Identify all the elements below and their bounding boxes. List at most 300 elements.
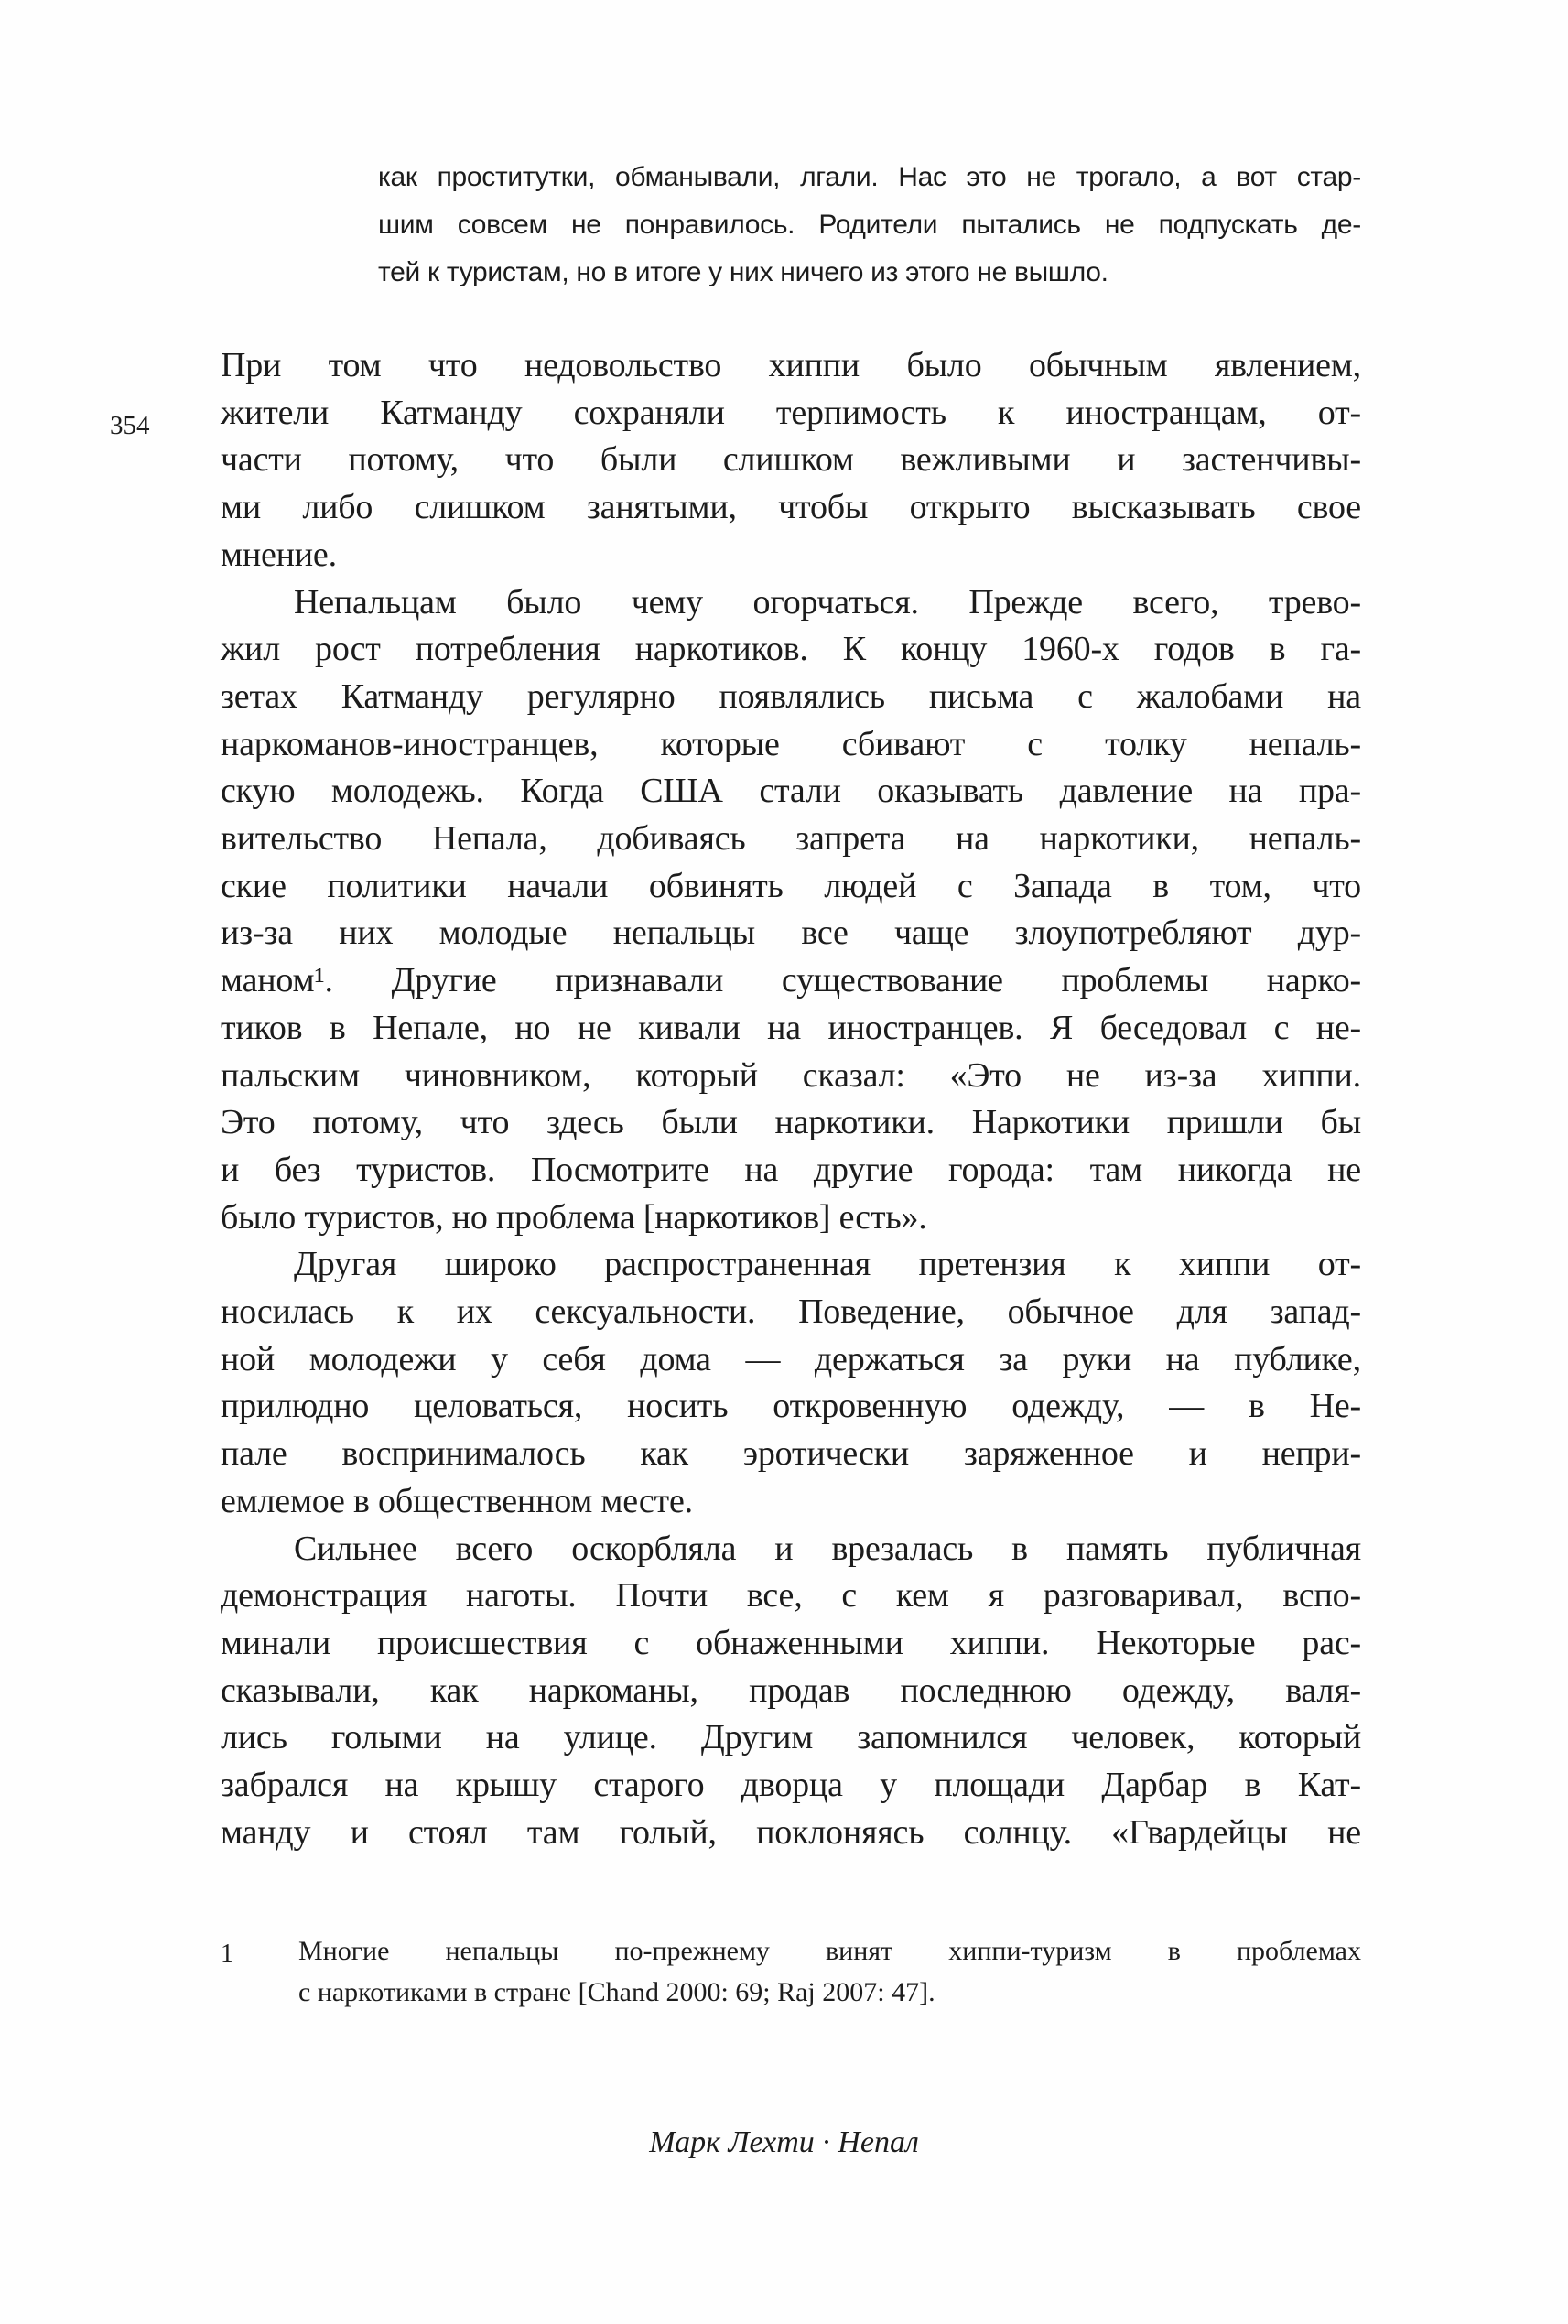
text-line [221, 1762, 1361, 1810]
word: чиновником, [404, 1055, 591, 1095]
text-line [221, 1526, 1361, 1573]
word: который [635, 1055, 758, 1095]
word: обманывали, [614, 162, 781, 192]
word: запомнился [857, 1718, 1028, 1757]
text-line [221, 626, 1361, 674]
word: наркоманы, [528, 1670, 698, 1710]
word: на [1228, 772, 1263, 811]
word: жители [221, 393, 330, 432]
word: держаться [814, 1339, 965, 1378]
word: проститутки, [437, 162, 596, 192]
word: как [378, 162, 417, 192]
block-quote [378, 154, 1361, 297]
word: и [1117, 440, 1136, 480]
word: людей [824, 866, 917, 905]
word: память [1065, 1529, 1169, 1568]
text-line [221, 768, 1361, 816]
word: крышу [455, 1766, 557, 1805]
text-line [221, 1005, 1361, 1053]
word: откровенную [773, 1387, 968, 1426]
block-quote-line [378, 154, 1361, 201]
word: голыми [330, 1718, 442, 1757]
word: Сильнее [294, 1529, 417, 1568]
text-line [221, 1383, 1361, 1431]
word: манду [221, 1812, 311, 1852]
text-line [221, 342, 1361, 390]
block-quote-line: тей к туристам, но в итоге у них ничего из этого не вышло. [378, 257, 1108, 287]
word: на [384, 1766, 419, 1805]
word: на [485, 1718, 520, 1757]
word: свое [1296, 488, 1361, 527]
word: с [957, 866, 973, 905]
word: и [221, 1150, 240, 1189]
word: том, [1209, 866, 1271, 905]
word: вот [1236, 162, 1277, 192]
word: трогало, [1076, 162, 1182, 192]
word: обычным [1028, 346, 1168, 384]
word: стоял [407, 1812, 488, 1852]
word: прилюдно [221, 1387, 370, 1426]
word: давление [1059, 772, 1193, 811]
word: добиваясь [597, 819, 746, 859]
word: который [1238, 1718, 1361, 1757]
word: явлением, [1214, 346, 1361, 384]
word: наготы. [466, 1576, 577, 1616]
text-line: мнение. [221, 535, 337, 574]
word: одежду, [1121, 1670, 1235, 1710]
word: ми [221, 488, 261, 527]
word: существование [781, 961, 1003, 1000]
word: с [1077, 676, 1093, 716]
word: непальцы [612, 913, 756, 953]
word: Прежде [968, 582, 1083, 622]
word: политики [327, 866, 467, 905]
word: все, [746, 1576, 803, 1616]
word: руки [1062, 1339, 1131, 1378]
word: публичная [1206, 1529, 1361, 1568]
word: воспринималось [341, 1434, 586, 1474]
word: другие [813, 1150, 914, 1189]
word: злоупотребляют [1014, 913, 1252, 953]
word: сказал: [802, 1055, 905, 1095]
word: старого [593, 1766, 705, 1805]
running-footer: Марк Лехти · Непал [649, 2125, 919, 2159]
word: что [1312, 866, 1361, 905]
word: При [221, 346, 282, 384]
paragraph [221, 1526, 1361, 1857]
word: вспо- [1282, 1576, 1361, 1616]
word: носилась [221, 1292, 354, 1332]
word: не [1104, 210, 1135, 240]
word: части [221, 440, 302, 480]
word: потому, [312, 1103, 423, 1142]
word: сексуальности. [535, 1292, 756, 1332]
word: наркоманов-иностранцев, [221, 724, 599, 763]
word: Не- [1309, 1387, 1361, 1426]
word: открыто [909, 488, 1031, 527]
word: что [504, 440, 555, 480]
word: ские [221, 866, 287, 905]
word: от- [1317, 1245, 1361, 1284]
word: наркотики, [1039, 819, 1199, 859]
word: к [396, 1292, 414, 1332]
word: чему [631, 582, 703, 622]
word: «Гвардейцы [1111, 1812, 1288, 1852]
word: происшествия [377, 1623, 588, 1662]
word: голый, [619, 1812, 717, 1852]
word: не [1327, 1150, 1361, 1189]
text-line: было туристов, но проблема [наркотиков] есть». [221, 1197, 927, 1237]
word: было [906, 346, 982, 384]
word: хиппи [1178, 1245, 1271, 1284]
word: ной [221, 1339, 276, 1378]
word: с [1273, 1008, 1290, 1047]
word: нарко- [1266, 961, 1361, 1000]
text-line: емлемое в общественном месте. [221, 1481, 693, 1520]
word: в [1152, 866, 1170, 905]
word: валя- [1285, 1670, 1361, 1710]
word: эротически [742, 1434, 910, 1474]
word: для [1176, 1292, 1227, 1332]
word: не [1327, 1812, 1361, 1852]
word: обвинять [648, 866, 784, 905]
word: и [1188, 1434, 1207, 1474]
word: на [767, 1008, 801, 1047]
word: кивали [638, 1008, 741, 1047]
text-line [221, 816, 1361, 863]
word: разговаривал, [1043, 1576, 1244, 1616]
word: сохраняли [573, 393, 725, 432]
word: демонстрация [221, 1576, 427, 1616]
word: иностранцам, [1065, 393, 1267, 432]
word: вительство [221, 819, 383, 859]
word: были [600, 440, 677, 480]
word: в [1011, 1529, 1028, 1568]
word: сказывали, [221, 1670, 380, 1710]
word: высказывать [1071, 488, 1256, 527]
word: были [661, 1103, 738, 1142]
word: кем [895, 1576, 949, 1616]
paragraph [221, 342, 1361, 579]
word: было [506, 582, 582, 622]
word: что [427, 346, 478, 384]
text-line [221, 579, 1361, 627]
word: недовольство [524, 346, 722, 384]
word: годов [1153, 630, 1235, 669]
text-line [221, 1431, 1361, 1478]
word: наркотики. [774, 1103, 935, 1142]
word: города: [948, 1150, 1054, 1189]
word: Многие [298, 1936, 390, 1966]
word: га- [1320, 630, 1361, 669]
word: стали [759, 772, 841, 811]
word: 1960-х [1022, 630, 1119, 669]
word: там [1089, 1150, 1143, 1189]
word: за [999, 1339, 1028, 1378]
word: их [456, 1292, 492, 1332]
word: всего, [1132, 582, 1219, 622]
word: начали [507, 866, 609, 905]
word: — [1169, 1387, 1204, 1426]
word: терпимость [775, 393, 946, 432]
word: на [744, 1150, 779, 1189]
word: от- [1317, 393, 1361, 432]
word: Кат- [1297, 1766, 1361, 1805]
word: минали [221, 1623, 331, 1662]
word: там [526, 1812, 580, 1852]
word: из-за [1144, 1055, 1217, 1095]
word: с [841, 1576, 858, 1616]
text-line [221, 1241, 1361, 1289]
word: с [633, 1623, 650, 1662]
word: занятыми, [586, 488, 737, 527]
word: США [640, 772, 723, 811]
word: потребления [415, 630, 600, 669]
word: сбивают [841, 724, 966, 763]
footnote-text-line: с наркотиками в стране [Chand 2000: 69; Raj 2007: 47]. [298, 1977, 935, 2007]
word: К [842, 630, 866, 669]
word: хиппи. [1261, 1055, 1361, 1095]
word: Катманду [341, 676, 483, 716]
word: пришли [1166, 1103, 1283, 1142]
word: забрался [221, 1766, 349, 1805]
word: слишком [722, 440, 854, 480]
word: не- [1315, 1008, 1361, 1047]
word: зетах [221, 676, 297, 716]
word: Другим [700, 1718, 814, 1757]
word: маном¹. [221, 961, 333, 1000]
word: как [640, 1434, 688, 1474]
word: чаще [894, 913, 969, 953]
word: пра- [1298, 772, 1361, 811]
word: не [577, 1008, 611, 1047]
word: шим [378, 210, 434, 240]
word: непаль- [1249, 724, 1361, 763]
word: непаль- [1249, 819, 1361, 859]
text-line [221, 863, 1361, 911]
word: наркотиков. [634, 630, 808, 669]
word: у [880, 1766, 897, 1805]
word: молодежи [308, 1339, 457, 1378]
footnote-text-line [298, 1930, 1361, 1972]
footnote-marker: 1 [221, 1940, 233, 1968]
word: с [1027, 724, 1043, 763]
word: чтобы [778, 488, 869, 527]
word: запрета [795, 819, 906, 859]
text-line [221, 1573, 1361, 1620]
text-line [221, 1289, 1361, 1336]
word: я [988, 1576, 1004, 1616]
word: письма [928, 676, 1034, 716]
word: Запада [1013, 866, 1112, 905]
word: здесь [546, 1103, 624, 1142]
word: толку [1105, 724, 1187, 763]
text-line [221, 1810, 1361, 1857]
word: в [1269, 630, 1286, 669]
word: беседовал [1099, 1008, 1248, 1047]
word: Родители [818, 210, 938, 240]
word: туристов. [356, 1150, 496, 1189]
word: которые [660, 724, 780, 763]
word: носить [627, 1387, 729, 1426]
word: хиппи [768, 346, 860, 384]
text-line [221, 910, 1361, 957]
word: — [745, 1339, 781, 1378]
word: поклоняясь [756, 1812, 925, 1852]
word: трево- [1268, 582, 1361, 622]
word: Катманду [380, 393, 523, 432]
text-line [221, 721, 1361, 769]
word: все [801, 913, 849, 953]
word: «Это [949, 1055, 1022, 1095]
word: совсем [457, 210, 547, 240]
word: обычное [1007, 1292, 1134, 1332]
word: рас- [1302, 1623, 1361, 1662]
word: огорчаться. [752, 582, 919, 622]
text-line [221, 1336, 1361, 1384]
paragraph [221, 1241, 1361, 1525]
word: Другие [391, 961, 497, 1000]
word: Непальцам [294, 582, 457, 622]
word: на [1165, 1339, 1200, 1378]
word: врезалась [831, 1529, 974, 1568]
word: это [966, 162, 1007, 192]
word: молодежь. [330, 772, 484, 811]
word: пытались [961, 210, 1081, 240]
word: непри- [1261, 1434, 1361, 1474]
word: слишком [414, 488, 546, 527]
word: человек, [1071, 1718, 1195, 1757]
word: признавали [555, 961, 724, 1000]
text-line [221, 390, 1361, 438]
word: продав [749, 1670, 850, 1710]
word: регулярно [526, 676, 676, 716]
word: никогда [1177, 1150, 1292, 1189]
word: из-за [221, 913, 293, 953]
word: Наркотики [971, 1103, 1130, 1142]
text-line [221, 1147, 1361, 1194]
footnote-text [298, 1930, 1361, 2013]
word: лись [221, 1718, 287, 1757]
word: широко [444, 1245, 557, 1284]
word: бы [1320, 1103, 1361, 1142]
word: хиппи. [949, 1623, 1050, 1662]
word: рост [315, 630, 381, 669]
word: проблемах [1237, 1936, 1361, 1966]
word: на [1327, 676, 1361, 716]
word: молодые [438, 913, 568, 953]
word: Посмотрите [530, 1150, 709, 1189]
word: оказывать [877, 772, 1024, 811]
word: и [774, 1529, 794, 1568]
word: что [460, 1103, 510, 1142]
word: но [514, 1008, 551, 1047]
word: подпускать [1158, 210, 1298, 240]
word: к [1114, 1245, 1131, 1284]
word: дворца [741, 1766, 843, 1805]
word: обнаженными [696, 1623, 903, 1662]
word: Некоторые [1096, 1623, 1256, 1662]
word: солнцу. [963, 1812, 1072, 1852]
word: дур- [1297, 913, 1361, 953]
text-line [221, 1620, 1361, 1668]
word: потому, [348, 440, 459, 480]
word: Когда [520, 772, 604, 811]
text-line [221, 484, 1361, 532]
word: либо [302, 488, 373, 527]
word: Другая [294, 1245, 397, 1284]
word: не [1065, 1055, 1100, 1095]
text-line [221, 674, 1361, 721]
text-line [221, 1053, 1361, 1100]
word: в [1244, 1766, 1261, 1805]
body-text [221, 342, 1361, 1857]
word: не [1026, 162, 1056, 192]
word: Поведение, [798, 1292, 965, 1332]
word: проблемы [1061, 961, 1209, 1000]
word: себя [542, 1339, 606, 1378]
word: запад- [1270, 1292, 1361, 1332]
word: по-прежнему [614, 1936, 770, 1966]
word: стар- [1296, 162, 1361, 192]
word: всего [455, 1529, 534, 1568]
word: тиков [221, 1008, 303, 1047]
word: как [429, 1670, 479, 1710]
word: целоваться, [414, 1387, 583, 1426]
word: улице. [563, 1718, 657, 1757]
word: заряженное [963, 1434, 1134, 1474]
page-number: 354 [110, 411, 150, 440]
word: пальским [221, 1055, 360, 1095]
word: Я [1049, 1008, 1074, 1047]
word: том [328, 346, 382, 384]
word: не [570, 210, 601, 240]
word: жалобами [1136, 676, 1284, 716]
word: пале [221, 1434, 287, 1474]
text-line [221, 1714, 1361, 1762]
word: претензия [918, 1245, 1066, 1284]
text-line [221, 957, 1361, 1005]
word: Нас [898, 162, 946, 192]
word: понравилось. [624, 210, 795, 240]
block-quote-line [378, 201, 1361, 249]
word: Почти [615, 1576, 708, 1616]
word: хиппи-туризм [948, 1936, 1112, 1966]
word: на [955, 819, 989, 859]
word: Непала, [431, 819, 547, 859]
word: и [350, 1812, 369, 1852]
word: появлялись [719, 676, 885, 716]
word: публике, [1234, 1339, 1361, 1378]
word: иностранцев. [827, 1008, 1023, 1047]
word: скую [221, 772, 296, 811]
text-line [221, 1099, 1361, 1147]
text-line [221, 437, 1361, 484]
word: одежду, [1011, 1387, 1125, 1426]
word: жил [221, 630, 280, 669]
word: Это [221, 1103, 276, 1142]
word: них [339, 913, 394, 953]
word: к [998, 393, 1015, 432]
word: вежливыми [900, 440, 1071, 480]
paragraph [221, 579, 1361, 1242]
word: а [1201, 162, 1217, 192]
word: концу [900, 630, 988, 669]
text-line [221, 1668, 1361, 1715]
word: у [490, 1339, 508, 1378]
word: непальцы [445, 1936, 559, 1966]
word: Непале, [373, 1008, 488, 1047]
